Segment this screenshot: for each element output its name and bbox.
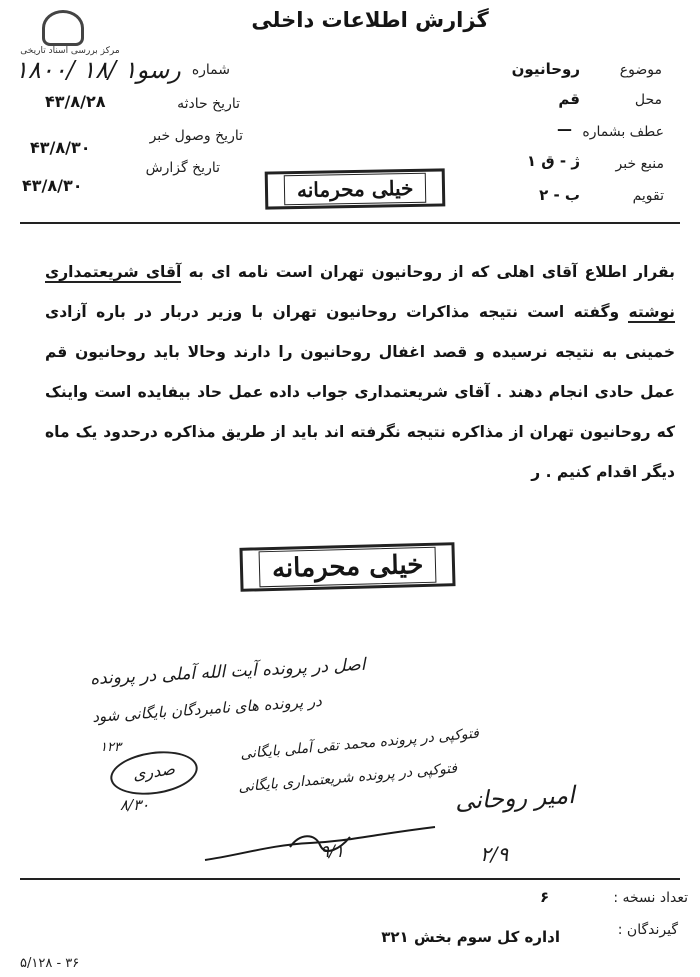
handwritten-code: ۱۲۳ — [100, 740, 121, 755]
report-date-label: تاریخ گزارش — [145, 160, 220, 176]
reference-value: — — [557, 120, 572, 138]
source-value: ژ - ق ۱ — [526, 152, 580, 170]
stamp-text: خیلی محرمانه — [284, 173, 427, 205]
reference-label: عطف بشماره — [582, 124, 664, 140]
handwritten-note-4: فتوکپی در پرونده شریعتمداری بایگانی — [237, 760, 458, 796]
classification-stamp-top — [265, 168, 446, 209]
subject-value: روحانیون — [511, 60, 580, 78]
evaluation-label: تقویم — [632, 188, 664, 204]
body-part-1: بقرار اطلاع آقای اهلی که از روحانیون تهران است نامه ای به — [181, 263, 676, 281]
incident-date-label: تاریخ حادثه — [177, 96, 240, 112]
handwritten-date-3: ۲/۹ — [480, 842, 509, 866]
recipients-label: گیرندگان : — [617, 922, 678, 938]
document-title: گزارش اطلاعات داخلی — [251, 8, 489, 32]
logo-text: مرکز بررسی اسناد تاریخی — [20, 46, 120, 56]
location-label: محل — [634, 92, 662, 108]
copies-value: ۶ — [540, 888, 550, 906]
initials-text: صدری — [131, 759, 177, 784]
report-body — [45, 252, 675, 492]
evaluation-value: ب - ۲ — [539, 186, 580, 204]
stamp-text: خیلی محرمانه — [259, 547, 437, 588]
body-underlined: آقای شریعتمداری نوشته — [45, 263, 675, 321]
initials-oval — [108, 746, 201, 800]
handwritten-date-1: ۸/۳۰ — [120, 796, 150, 814]
archive-emblem-icon — [42, 10, 84, 46]
location-value: قم — [558, 90, 580, 108]
footer-divider — [20, 878, 680, 880]
handwritten-note-1: اصل در پرونده آیت الله آملی در پرونده — [89, 654, 366, 690]
body-part-2: وگفته است نتیجه مذاکرات روحانیون تهران با وزیر دربار در باره آزادی خمینی به نتیجه نرسیده و قصد اغفال روحانیون را دارند وحالا باید روحانیون قم عمل حادی انجام دهند . آقای شریعتمداری جواب داده عمل حاد بیفایده است واینک که روحانیون تهران از مذاکره نتیجه نگرفته اند باید از طریق مذاکره درحدود یک ماه دیگر اقدام کنیم . ر — [45, 303, 675, 481]
report-date-value: ۴۳/۸/۳۰ — [22, 176, 83, 195]
receipt-date-value: ۴۳/۸/۳۰ — [30, 138, 91, 157]
source-label: منبع خبر — [615, 156, 664, 172]
copies-label: تعداد نسخه : — [613, 890, 688, 906]
number-value: ۱۸۰۰/ ۱۸/ ۱رسو — [15, 56, 181, 84]
handwritten-note-2: در پرونده های نامبردگان بایگانی شود — [91, 691, 323, 727]
signature-name: امیر روحانی — [454, 780, 576, 816]
number-label: شماره — [191, 62, 230, 78]
subject-label: موضوع — [619, 62, 662, 78]
recipients-value: اداره کل سوم بخش ۳۲۱ — [381, 928, 560, 946]
receipt-date-label: تاریخ وصول خبر — [149, 128, 243, 144]
incident-date-value: ۴۳/۸/۲۸ — [45, 92, 106, 111]
handwritten-date-2: ۹/۱ — [320, 842, 344, 862]
header-divider — [20, 222, 680, 224]
handwritten-note-3: فتوکپی در پرونده محمد تقی آملی بایگانی — [239, 725, 480, 763]
classification-stamp-middle — [239, 542, 455, 592]
form-code: ۵/۱۲۸ - ۳۶ — [20, 956, 80, 971]
